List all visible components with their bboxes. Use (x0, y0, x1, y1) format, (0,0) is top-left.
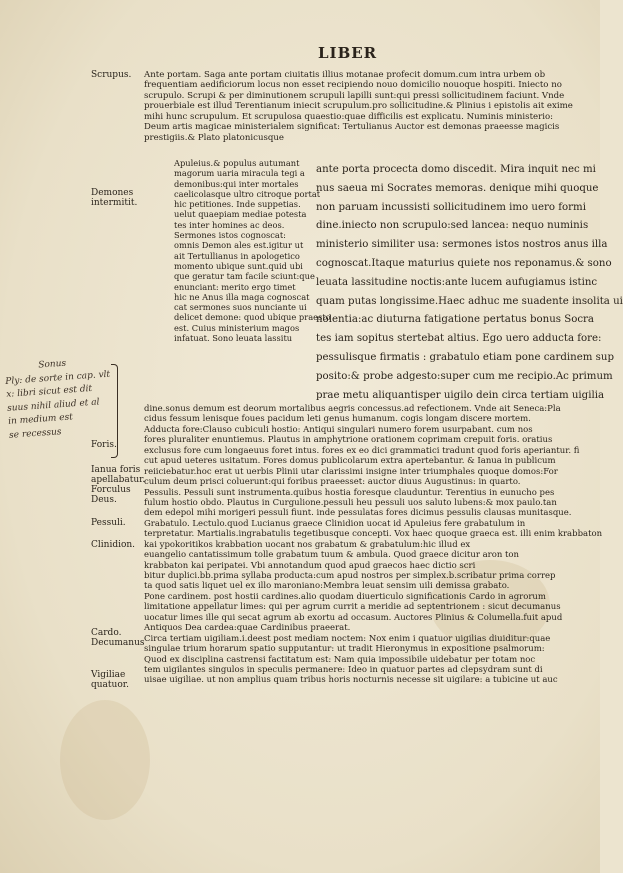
text-line: Pone cardinem. post hostii cardines.alio quodam diuerticulo significationis Cardo in agrorum (144, 591, 546, 602)
handwritten-bracket (111, 364, 118, 458)
text-line: uisae uigiliae. ut non amplius quam tribus horis nocturnis necesse sit uigilare: a tubicine ut auc (144, 675, 558, 686)
margin-note: Cardo. (91, 628, 122, 638)
text-line: culum deum prisci coluerunt:qui foribus praeesset: auctor diuus Augustinus: in quarto. (144, 477, 521, 488)
margin-note: Demones (91, 188, 134, 198)
margin-note: Forculus (91, 485, 131, 495)
text-line: limitatione appellatur limes: qui per agrum currit a meridie ad septentrionem : sicut decumanus (144, 602, 561, 613)
text-line: tem uigilantes singulos in speculis permanere: Ideo in quatuor partes ad clepsydram sunt di (144, 664, 543, 675)
handwritten-annotation: Sonus Ply: de sorte in cap. vlt x: libri sicut est dit suus nihil aliud et al in medium est se recessus (5, 358, 111, 441)
main-text-column: ante porta procecta domo discedit. Mira inquit nec mi nus saeua mi Socrates memoras. denique mihi quoque non paruam incussisti sollicitudinem imo uero formi dine.iniecto non scrupulo:sed lancea: nequo numinis ministerio similiter usa: sermones istos nostros anus illa cognoscat.Itaque maturius quiete nos reponamus.& sono leuata lassitudine noctis:ante lucem aufugiamus istinc quam putas longissime.Haec adhuc me suadente insolita ui nolentia:ac diuturna fatigatione pertatus bonus Socra tes iam sopitus stertebat altius. Ego uero adducta fore: pessulisque firmatis : grabatulo etiam pone cardinem sup posito:& probe adgesto:super cum me recipio.Ac primum prae metu aliquantisper uigilo dein circa tertiam uigilia (316, 164, 623, 401)
text-line: Adducta fore:Clauso cubiculi hostio: Antiqui singulari numero forem usurpabant. cum nos (144, 424, 533, 435)
commentary-left-column: Apuleius.& populus autumant magorum uaria miracula tegi a demonibus:qui inter mortales caelicolasque ultro citroque portat hic petitiones. Inde suppetias. uelut quaepiam mediae potesta tes inter homines ac deos. Sermones istos cognoscat: omnis Demon ales est.igitur ut ait Tertullianus in apologetico momento ubique sunt.quid ubi que geratur tam facile sciunt:que enunciant: merito ergo timet hic ne Anus illa maga cognoscat cat sermones suos nunciante ui delicet demone: quod ubique praesto est. Cuius ministerium magos infatuat. Sono leuata lassitu (174, 158, 331, 344)
margin-note: quatuor. (91, 680, 129, 690)
text-line: singulae trium horarum spatio supputantur: ut tradit Hieronymus in expositione psalmorum: (144, 644, 545, 655)
text-line: euangelio cantatissimum tolle grabatum tuum & ambula. Quod graece dicitur aron ton (144, 550, 520, 561)
text-line: Antiquos Dea cardea:quae Cardinibus praeerat. (144, 623, 351, 634)
text-line: uocatur limes ille qui secat agrum ab exortu ad occasum. Auctores Plinius & Columella.fuit apud (144, 612, 563, 623)
margin-note: Pessuli. (91, 518, 126, 528)
running-header: LIBER (318, 44, 378, 62)
margin-note: Ianua foris (91, 465, 141, 475)
margin-note: Scrupus. (91, 70, 132, 80)
text-line: prestigiis.& Plato platonicusque (144, 132, 285, 143)
text-line: Ante portam. Saga ante portam ciuitatis illius motanae profecit domum.cum intra urbem ob (144, 70, 546, 80)
text-line: frequentiam aedificiorum locus non esset recipiendo nouo domicilio nouoque hospiti. Iniecto no (144, 80, 562, 91)
text-line: bitur duplici.bb.prima syllaba producta:cum apud nostros per simplex.b.scribatur prima correp (144, 571, 556, 581)
text-line: fulum hostio obdo. Plautus in Curgulione.pessuli heu pessuli uos saluto lubens:& mox paulo.tan (144, 497, 557, 508)
text-line: krabbaton kai peripatei. Vbi annotandum quod apud graecos haec dictio scri (144, 560, 476, 571)
text-line: prouerbiale est illud Terentianum iniecit scrupulum.pro sollicitudine.& Plinius i epistolis ait exime (144, 101, 573, 112)
text-line: reiiciebatur.hoc erat ut uerbis Plinii utar clarissimi insigne inter triumphales quoque domos:For (144, 466, 558, 477)
margin-note: apellabatur. (91, 475, 146, 485)
margin-note: Deus. (91, 495, 117, 505)
text-line: Grabatulo. Lectulo.quod Lucianus graece Clinidion uocat id Apuleius fere grabatulum in (144, 518, 526, 529)
margin-note: intermitit. (91, 198, 138, 208)
commentary-bottom (144, 404, 603, 686)
margin-note: Decumanus (91, 638, 145, 648)
paper-stain (60, 700, 150, 820)
text-line: fores pluraliter enuntiemus. Plautus in amphytrione orationem coprimam crepuit foris. oratius (144, 435, 553, 446)
margin-note: Foris. (91, 440, 117, 450)
text-line: dem edepol mihi morigeri pessuli fiunt. inde pessulatas fores dicimus pessulis clausas munitasque. (144, 508, 572, 519)
text-line: Quod ex disciplina castrensi factitatum est: Nam quia impossibile uidebatur per totam noc (144, 654, 536, 665)
margin-note: Vigiliae (91, 670, 126, 680)
text-line: scrupulo. Scrupi & per diminutionem scrupuli lapilli sunt:qui pressi sollicitudinem faciunt. Vnde (144, 90, 565, 101)
text-line: mihi hunc scrupulum. Et scrupulosa quaestio:quae difficilis est explicatu. Numinis ministerio: (144, 111, 554, 122)
text-line: terpretatur. Martialis.ingrabatulis tegetibusque concepti. Vox haec quoque graeca est. illi enim krabbaton (144, 529, 603, 540)
commentary-top (144, 70, 576, 143)
text-line: ta quod satis liquet uel ex illo maroniano:Membra leuat sensim uili demissa grabato. (144, 581, 510, 592)
margin-note: Clinidion. (91, 540, 136, 550)
text-line: cut apud ueteres usitatum. Fores domus publicolarum extra apertebantur. & Ianua in publicum (144, 456, 556, 467)
text-line: dine.sonus demum est deorum mortalibus aegris concessus.ad refectionem. Vnde ait Seneca:Pla (144, 404, 561, 414)
text-line: Circa tertiam uigiliam.i.deest post mediam noctem: Nox enim i quatuor uigilias diuiditur:quae (144, 633, 551, 644)
text-line: Deum artis magicae ministerialem significat: Tertulianus Auctor est demonas praeesse magicis (144, 122, 560, 133)
text-line: cidus fessum lenisque foues pacidum leti genus humanum. cogis longam discere mortem. (144, 414, 531, 425)
text-line: Pessulis. Pessuli sunt instrumenta.quibus hostia foresque clauduntur. Terentius in eunucho pes (144, 487, 555, 498)
text-line: exclusus fore cum longaeuus foret intus. fores ex eo dici grammatici tradunt quod foris aperiantur. fi (144, 445, 580, 456)
text-line: kai ypokoritikos krabbation uocant nos grabatum & grabatulum:hic illud ex (144, 539, 471, 550)
